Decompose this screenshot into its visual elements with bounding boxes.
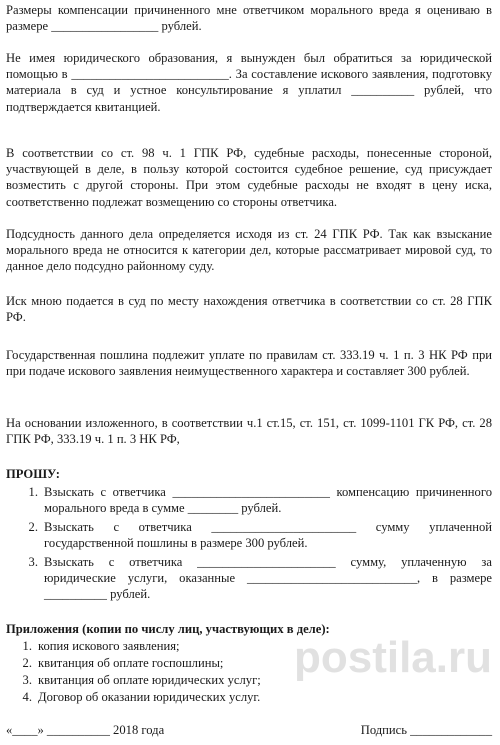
paragraph-legal-basis: На основании изложенного, в соответствии ч.1 ст.15, ст. 151, ст. 1099-1101 ГК РФ, ст. 28 ГПК РФ, 333.19 ч. 1 п. 3 НК РФ,: [6, 416, 492, 447]
attachment-item-text: квитанция об оплате госпошлины;: [38, 656, 224, 670]
request-item-number: 3.: [28, 555, 38, 569]
attachment-item-text: квитанция об оплате юридических услуг;: [38, 673, 261, 687]
attachments-heading: Приложения (копии по числу лиц, участвующих в деле):: [6, 622, 330, 636]
request-heading: ПРОШУ:: [6, 467, 60, 481]
request-item-text: Взыскать с ответчика _______________________ сумму уплаченной государственной пошлины в размере 300 рублей.: [44, 520, 492, 551]
paragraph-venue: Иск мною подается в суд по месту нахождения ответчика в соответствии со ст. 28 ГПК РФ.: [6, 294, 492, 325]
date-line: «____» __________ 2018 года: [6, 723, 165, 737]
request-item-number: 2.: [28, 520, 38, 534]
request-item-text: Взыскать с ответчика ______________________ сумму, уплаченную за юридические услуги, оказанные ___________________________, в размере __________ рублей.: [44, 555, 492, 602]
paragraph-jurisdiction: Подсудность данного дела определяется исходя из ст. 24 ГПК РФ. Так как взыскание морального вреда не относится к категории дел, которые рассматривает мировой суд, то данное дело подсудно районному суду.: [6, 227, 492, 274]
paragraph-court-costs: В соответствии со ст. 98 ч. 1 ГПК РФ, судебные расходы, понесенные стороной, участвующей в деле, в пользу которой состоится судебное решение, суд присуждает возместить с другой стороны. При этом судебные расходы не входят в цену иска, соответственно подлежат возмещению со стороны ответчика.: [6, 146, 492, 209]
signature-footer: [6, 722, 492, 740]
signature-line: Подпись _____________: [360, 723, 492, 737]
paragraph-state-fee: Государственная пошлина подлежит уплате по правилам ст. 333.19 ч. 1 п. 3 НК РФ при при подаче искового заявления неимущественного характера и составляет 300 рублей.: [6, 348, 492, 379]
attachment-item-text: копия искового заявления;: [38, 639, 180, 653]
attachment-item-number: 3.: [22, 673, 32, 687]
attachment-item-text: Договор об оказании юридических услуг.: [38, 690, 261, 704]
attachment-item-number: 2.: [22, 656, 32, 670]
request-item-text: Взыскать с ответчика _________________________ компенсацию причиненного морального вреда в сумме ________ рублей.: [44, 485, 492, 516]
request-item-number: 1.: [28, 485, 38, 499]
paragraph-legal-help: Не имея юридического образования, я вынужден был обратиться за юридической помощью в _________________________. За составление искового заявления, подготовку материала в суд и устное консультирование я уплатил __________ рублей, что подтверждается квитанцией.: [6, 51, 492, 114]
watermark-logo: postila.ru: [293, 633, 492, 682]
attachment-item-number: 1.: [22, 639, 32, 653]
paragraph-compensation: Размеры компенсации причиненного мне ответчиком морального вреда я оцениваю в размере _________________ рублей.: [6, 3, 492, 34]
attachment-item-number: 4.: [22, 690, 32, 704]
